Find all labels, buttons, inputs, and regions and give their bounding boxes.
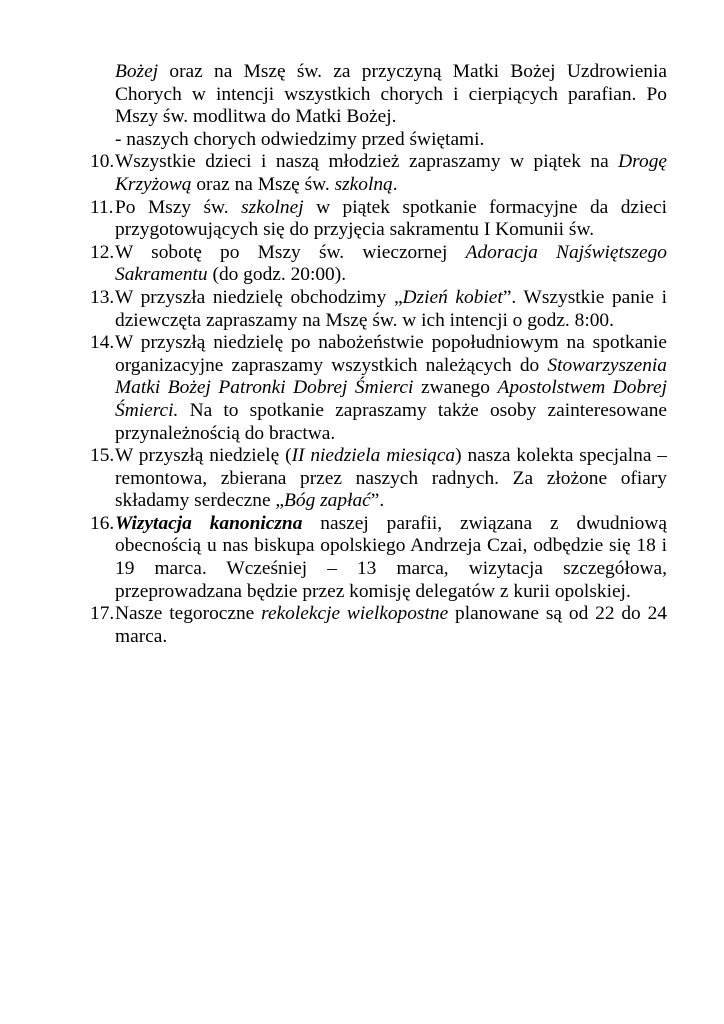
item-number: 10. — [90, 151, 115, 173]
text-segment: - naszych chorych odwiedzimy przed świętami. — [115, 128, 485, 150]
text-segment: w piątek spotkanie formacyjne da dzieci przygotowujących się do przyjęcia sakramentu I Komunii św. — [115, 196, 668, 241]
item-number: 12. — [90, 241, 115, 263]
text-segment: szkolną — [334, 173, 393, 195]
list-item — [90, 286, 667, 332]
text-segment: (do godz. 20:00). — [207, 264, 347, 286]
text-segment: Adoracja Najświętszego Sakramentu — [115, 241, 667, 286]
item-number: 11. — [90, 196, 114, 218]
text-segment: Bóg zapłać — [284, 490, 371, 512]
text-segment: II niedziela miesiąca — [291, 445, 456, 467]
text-segment: Wszystkie dzieci i naszą młodzież zapraszamy w piątek na — [115, 151, 619, 173]
text-segment: Drogę Krzyżową — [115, 151, 667, 195]
text-segment: oraz na Mszę św. za przyczyną Matki Bożej Uzdrowienia Chorych w intencji wszystkich chorych i cierpiących parafian. Po Mszy św. modlitwa do Matki Bożej. — [115, 61, 667, 128]
list-item — [90, 512, 667, 603]
text-segment: W przyszłą niedzielę po nabożeństwie popołudniowym na spotkanie organizacyjne zapraszamy wszystkich należących do — [115, 332, 667, 376]
list-item — [90, 445, 667, 513]
text-segment: naszej parafii, związana z dwudniową obecnością u nas biskupa opolskiego Andrzeja Czai, odbędzie się 18 i 19 marca. Wcześniej – 13 marca, wizytacja szczegółowa, przeprowadzana będzie przez komisję delegatów z kurii opolskiej. — [115, 512, 667, 602]
text-segment: ”. Wszystkie panie i dziewczęta zapraszamy na Mszę św. w ich intencji o godz. 8:00. — [115, 286, 667, 331]
text-segment: ) nasza kolekta specjalna – remontowa, zbierana przez naszych radnych. Za złożone ofiary składamy serdeczne „ — [115, 445, 667, 512]
paragraph — [115, 129, 667, 152]
text-segment: planowane są od 22 do 24 marca. — [115, 603, 667, 647]
text-segment: W przyszła niedzielę obchodzimy „ — [115, 286, 403, 308]
list-item — [90, 241, 667, 287]
list-item — [90, 151, 667, 196]
list-item — [90, 332, 667, 445]
text-segment: Nasze tegoroczne — [115, 603, 262, 625]
list-item — [90, 603, 667, 648]
paragraph — [115, 61, 667, 129]
text-segment: szkolnej — [241, 196, 304, 218]
text-segment: W sobotę po Mszy św. wieczornej — [115, 241, 466, 263]
text-segment: zwanego — [413, 377, 498, 399]
text-segment: oraz na Mszę św. — [191, 173, 335, 195]
text-segment: ”. — [370, 490, 385, 512]
text-segment: Bożej — [115, 61, 159, 82]
item-number: 16. — [90, 512, 115, 534]
text-segment: Po Mszy św. — [115, 196, 242, 218]
text-segment: Na to spotkanie zapraszamy także osoby zainteresowane przynależnością do bractwa. — [115, 399, 667, 444]
item-number: 13. — [90, 286, 115, 308]
item-number: 15. — [90, 445, 115, 467]
item-number: 17. — [90, 603, 115, 625]
text-segment: Apostolstwem Dobrej Śmierci. — [115, 377, 667, 421]
text-segment: Dzień kobiet — [402, 286, 503, 308]
text-segment: . — [392, 173, 398, 195]
text-segment: rekolekcje wielkopostne — [261, 603, 449, 625]
item-number: 14. — [90, 332, 115, 354]
text-segment: W przyszłą niedzielę ( — [115, 445, 292, 467]
list-item — [90, 196, 668, 242]
announcement-list — [90, 61, 668, 648]
text-segment: Wizytacja kanoniczna — [115, 512, 303, 534]
text-segment: Stowarzyszenia Matki Bożej Patronki Dobrej Śmierci — [115, 354, 667, 399]
